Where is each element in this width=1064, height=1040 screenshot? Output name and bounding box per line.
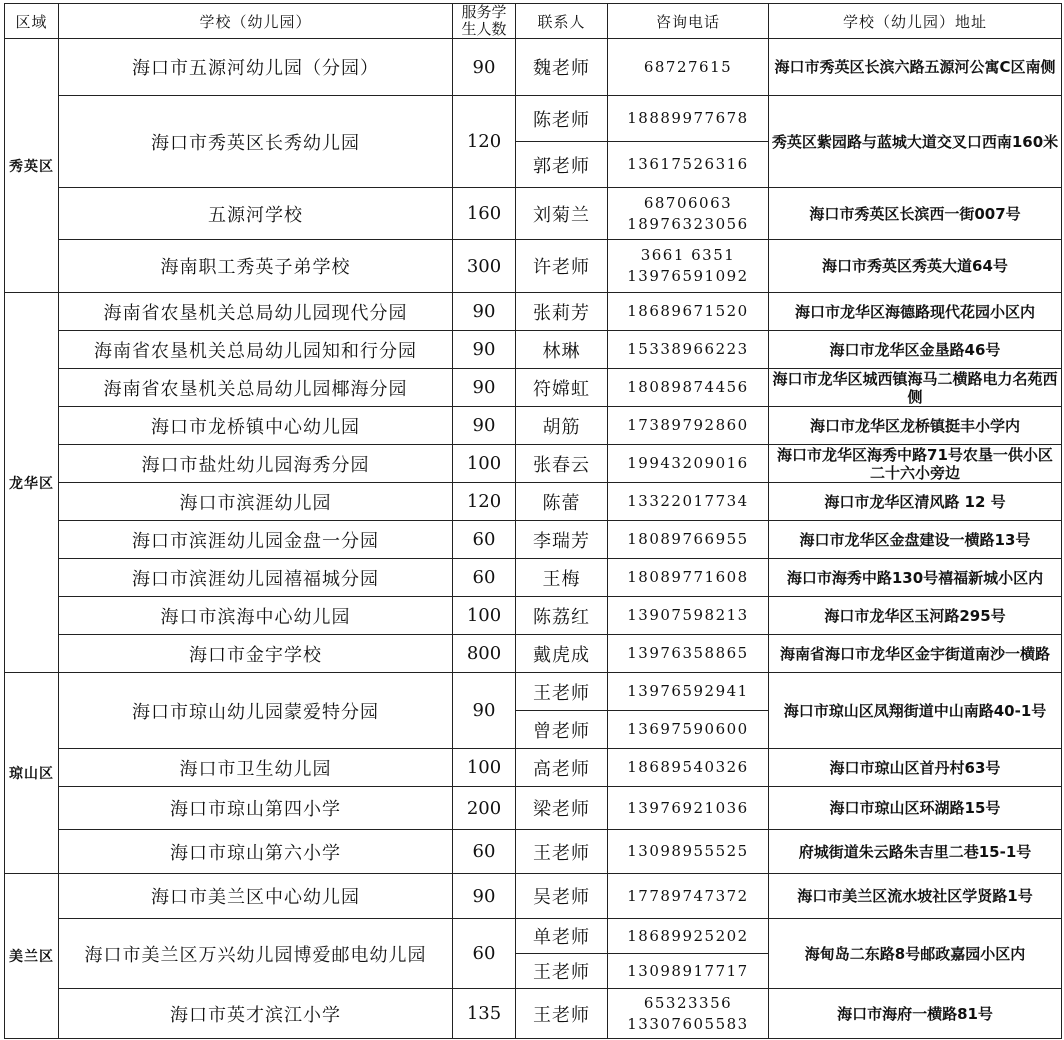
school-name: 海口市滨涯幼儿园金盘一分园	[59, 521, 453, 559]
phone: 18089771608	[608, 559, 769, 597]
contact: 张莉芳	[516, 293, 608, 331]
header-phone: 咨询电话	[608, 4, 769, 39]
contact: 张春云	[516, 445, 608, 483]
district-cell-qiongshan: 琼山区	[5, 673, 59, 874]
phone: 15338966223	[608, 331, 769, 369]
phone: 13098955525	[608, 830, 769, 874]
contact: 郭老师	[516, 142, 608, 188]
school-name: 海口市美兰区万兴幼儿园博爱邮电幼儿园	[59, 919, 453, 989]
contact: 王老师	[516, 954, 608, 989]
address: 海口市龙华区金垦路46号	[769, 331, 1062, 369]
phone-line: 65323356	[643, 993, 733, 1012]
capacity: 90	[453, 874, 516, 919]
address: 海口市琼山区首丹村63号	[769, 749, 1062, 787]
school-name: 海南省农垦机关总局幼儿园椰海分园	[59, 369, 453, 407]
school-name: 海南省农垦机关总局幼儿园现代分园	[59, 293, 453, 331]
school-name: 海口市秀英区长秀幼儿园	[59, 96, 453, 188]
school-name: 海口市琼山第四小学	[59, 787, 453, 830]
contact: 曾老师	[516, 711, 608, 749]
table-row	[5, 635, 1062, 673]
capacity: 200	[453, 787, 516, 830]
phone: 13976358865	[608, 635, 769, 673]
table-row	[5, 919, 1062, 954]
contact: 吴老师	[516, 874, 608, 919]
phone: 18089766955	[608, 521, 769, 559]
contact: 陈荔红	[516, 597, 608, 635]
phone: 13697590600	[608, 711, 769, 749]
table-row	[5, 749, 1062, 787]
contact: 王老师	[516, 673, 608, 711]
school-name: 海口市琼山第六小学	[59, 830, 453, 874]
address: 海甸岛二东路8号邮政嘉园小区内	[769, 919, 1062, 989]
capacity: 90	[453, 369, 516, 407]
table-row	[5, 673, 1062, 711]
address: 海口市海秀中路130号禧福新城小区内	[769, 559, 1062, 597]
capacity: 60	[453, 559, 516, 597]
phone-line: 13976591092	[627, 267, 749, 285]
header-contact: 联系人	[516, 4, 608, 39]
school-name: 五源河学校	[59, 188, 453, 240]
school-name: 海口市盐灶幼儿园海秀分园	[59, 445, 453, 483]
capacity: 60	[453, 919, 516, 989]
capacity: 90	[453, 331, 516, 369]
contact: 陈蕾	[516, 483, 608, 521]
address: 海口市琼山区凤翔街道中山南路40-1号	[769, 673, 1062, 749]
contact: 单老师	[516, 919, 608, 954]
address: 海口市龙华区海秀中路71号农垦一供小区二十六小旁边	[769, 445, 1062, 483]
capacity: 60	[453, 830, 516, 874]
address: 海口市秀英区秀英大道64号	[769, 240, 1062, 293]
school-name: 海口市五源河幼儿园（分园）	[59, 39, 453, 96]
capacity: 120	[453, 96, 516, 188]
phone: 68727615	[608, 39, 769, 96]
contact: 戴虎成	[516, 635, 608, 673]
phone: 13976921036	[608, 787, 769, 830]
school-name: 海口市琼山幼儿园蒙爱特分园	[59, 673, 453, 749]
address: 海口市龙华区龙桥镇挺丰小学内	[769, 407, 1062, 445]
phone: 18889977678	[608, 96, 769, 142]
school-name: 海南职工秀英子弟学校	[59, 240, 453, 293]
phone: 18689671520	[608, 293, 769, 331]
contact: 王老师	[516, 989, 608, 1039]
table-row	[5, 559, 1062, 597]
table-row	[5, 597, 1062, 635]
capacity: 100	[453, 445, 516, 483]
capacity: 100	[453, 597, 516, 635]
table-row	[5, 874, 1062, 919]
address: 海口市秀英区长滨西一街007号	[769, 188, 1062, 240]
table-row	[5, 240, 1062, 293]
table-row	[5, 989, 1062, 1039]
contact: 魏老师	[516, 39, 608, 96]
kindergarten-table	[4, 3, 1062, 1039]
header-capacity: 服务学生人数	[453, 4, 516, 39]
capacity: 135	[453, 989, 516, 1039]
phone: 13907598213	[608, 597, 769, 635]
district-cell-longhua: 龙华区	[5, 293, 59, 673]
table-row	[5, 445, 1062, 483]
school-name: 海口市英才滨江小学	[59, 989, 453, 1039]
address: 海南省海口市龙华区金宇街道南沙一横路	[769, 635, 1062, 673]
address: 海口市龙华区城西镇海马二横路电力名苑西侧	[769, 369, 1062, 407]
school-name: 海口市金宇学校	[59, 635, 453, 673]
contact: 刘菊兰	[516, 188, 608, 240]
phone: 17389792860	[608, 407, 769, 445]
contact: 陈老师	[516, 96, 608, 142]
address: 海口市龙华区海德路现代花园小区内	[769, 293, 1062, 331]
table-row	[5, 293, 1062, 331]
capacity: 120	[453, 483, 516, 521]
table-row	[5, 331, 1062, 369]
school-name: 海口市滨涯幼儿园	[59, 483, 453, 521]
capacity: 60	[453, 521, 516, 559]
contact: 梁老师	[516, 787, 608, 830]
district-cell-xiuying: 秀英区	[5, 39, 59, 293]
address: 秀英区紫园路与蓝城大道交叉口西南160米	[769, 96, 1062, 188]
table-row	[5, 787, 1062, 830]
contact: 王老师	[516, 830, 608, 874]
phone	[608, 188, 769, 240]
contact: 高老师	[516, 749, 608, 787]
capacity: 90	[453, 407, 516, 445]
table-row	[5, 830, 1062, 874]
phone: 18689540326	[608, 749, 769, 787]
phone	[608, 240, 769, 293]
school-name: 海口市滨海中心幼儿园	[59, 597, 453, 635]
phone	[608, 989, 769, 1039]
contact: 胡筋	[516, 407, 608, 445]
address: 府城街道朱云路朱吉里二巷15-1号	[769, 830, 1062, 874]
capacity: 90	[453, 293, 516, 331]
phone: 19943209016	[608, 445, 769, 483]
phone: 18089874456	[608, 369, 769, 407]
capacity: 300	[453, 240, 516, 293]
phone: 18689925202	[608, 919, 769, 954]
school-name: 海口市美兰区中心幼儿园	[59, 874, 453, 919]
table-row	[5, 96, 1062, 142]
address: 海口市龙华区清风路 12 号	[769, 483, 1062, 521]
header-row	[5, 4, 1062, 39]
phone: 13322017734	[608, 483, 769, 521]
header-address: 学校（幼儿园）地址	[769, 4, 1062, 39]
phone: 17789747372	[608, 874, 769, 919]
address: 海口市海府一横路81号	[769, 989, 1062, 1039]
school-name: 海口市滨涯幼儿园禧福城分园	[59, 559, 453, 597]
phone: 13617526316	[608, 142, 769, 188]
capacity: 160	[453, 188, 516, 240]
table-row	[5, 521, 1062, 559]
capacity: 90	[453, 39, 516, 96]
contact: 李瑞芳	[516, 521, 608, 559]
school-name: 海口市卫生幼儿园	[59, 749, 453, 787]
phone: 13098917717	[608, 954, 769, 989]
phone-line: 3661 6351	[640, 246, 736, 264]
phone-line: 18976323056	[627, 214, 749, 233]
table-row	[5, 483, 1062, 521]
table-row	[5, 188, 1062, 240]
table-row	[5, 39, 1062, 96]
contact: 许老师	[516, 240, 608, 293]
header-school: 学校（幼儿园）	[59, 4, 453, 39]
phone-line: 13307605583	[627, 1014, 749, 1033]
school-name: 海口市龙桥镇中心幼儿园	[59, 407, 453, 445]
phone: 13976592941	[608, 673, 769, 711]
district-cell-meilan: 美兰区	[5, 874, 59, 1039]
capacity: 100	[453, 749, 516, 787]
address: 海口市美兰区流水坡社区学贤路1号	[769, 874, 1062, 919]
address: 海口市秀英区长滨六路五源河公寓C区南侧	[769, 39, 1062, 96]
table-row	[5, 407, 1062, 445]
table-row	[5, 369, 1062, 407]
school-name: 海南省农垦机关总局幼儿园知和行分园	[59, 331, 453, 369]
capacity: 90	[453, 673, 516, 749]
capacity: 800	[453, 635, 516, 673]
header-district: 区域	[5, 4, 59, 39]
phone-line: 68706063	[643, 193, 733, 212]
contact: 符嫦虹	[516, 369, 608, 407]
address: 海口市龙华区金盘建设一横路13号	[769, 521, 1062, 559]
address: 海口市龙华区玉河路295号	[769, 597, 1062, 635]
contact: 王梅	[516, 559, 608, 597]
address: 海口市琼山区环湖路15号	[769, 787, 1062, 830]
contact: 林琳	[516, 331, 608, 369]
